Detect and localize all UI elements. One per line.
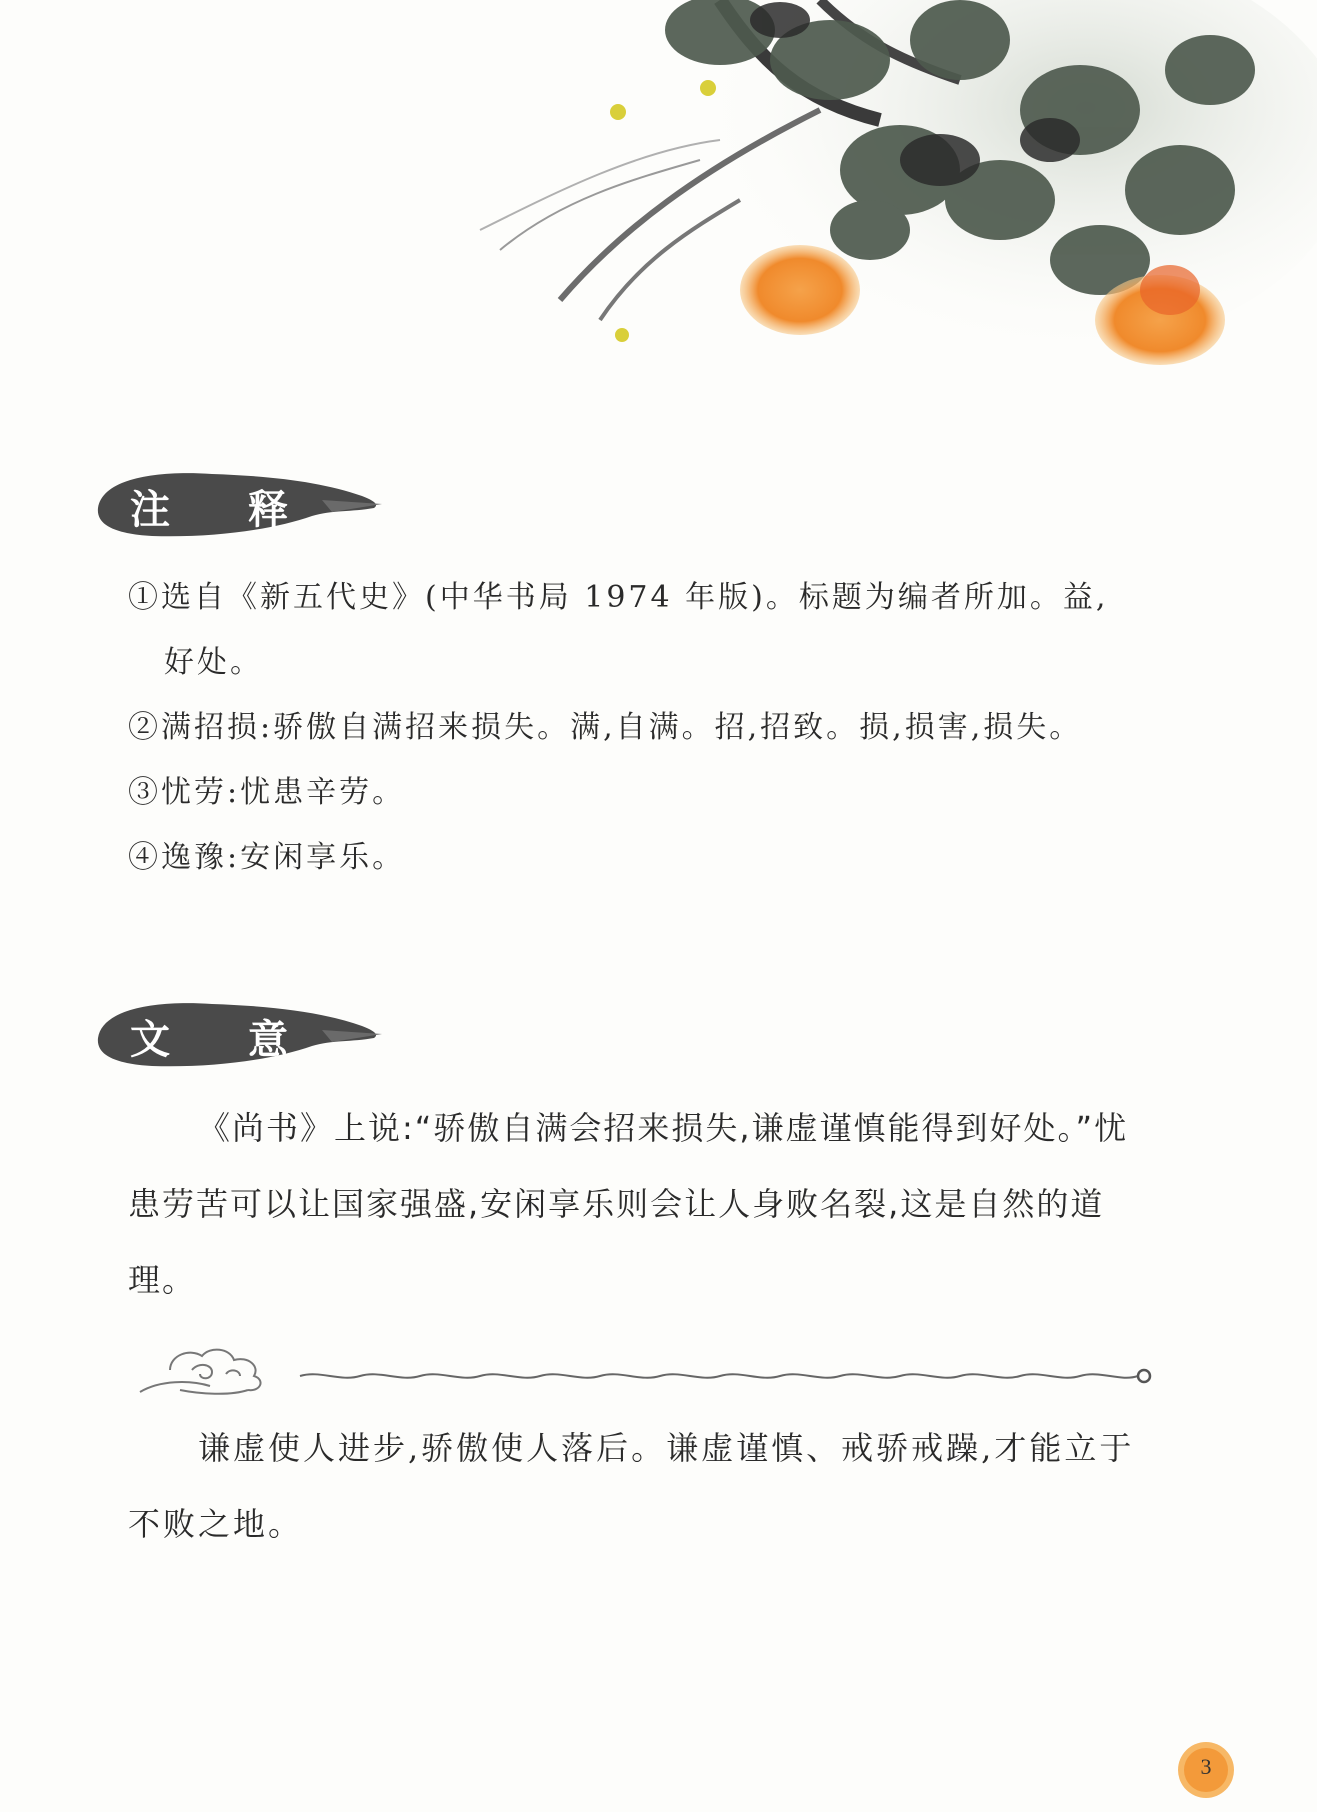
meaning-paragraph: 《尚书》上说:“骄傲自满会招来损失,谦虚谨慎能得到好处。”忧患劳苦可以让国家强盛,安闲享乐则会让人身败名裂,这是自然的道理。 — [128, 1109, 1129, 1299]
note-item-2: ②满招损:骄傲自满招来损失。满,自满。招,招致。损,损害,损失。 — [128, 710, 1083, 745]
notes-title-char-1: 注 — [130, 486, 170, 533]
page-number-badge — [1176, 1740, 1236, 1800]
note-item-1: ①选自《新五代史》(中华书局 1974 年版)。标题为编者所加。益, — [128, 580, 1109, 615]
insight-paragraph: 谦虚使人进步,骄傲使人落后。谦虚谨慎、戒骄戒躁,才能立于不败之地。 — [128, 1429, 1135, 1543]
note-continuation-text: 好处。 — [164, 645, 263, 680]
page-number: 3 — [1200, 1754, 1212, 1779]
meaning-title-char-1: 文 — [130, 1016, 170, 1063]
note-item-4: ④逸豫:安闲享乐。 — [128, 840, 406, 875]
notes-section-header — [92, 460, 382, 550]
meaning-title-char-2: 意 — [248, 1016, 288, 1063]
notes-title-char-2: 释 — [248, 486, 288, 533]
note-item-3: ③忧劳:忧患辛劳。 — [128, 775, 406, 810]
notes-list — [128, 565, 1168, 890]
note-item-1-continuation — [128, 630, 1168, 695]
ink-flower-painting — [0, 0, 1317, 400]
meaning-section-header — [92, 990, 382, 1080]
cloud-divider — [130, 1330, 1160, 1410]
